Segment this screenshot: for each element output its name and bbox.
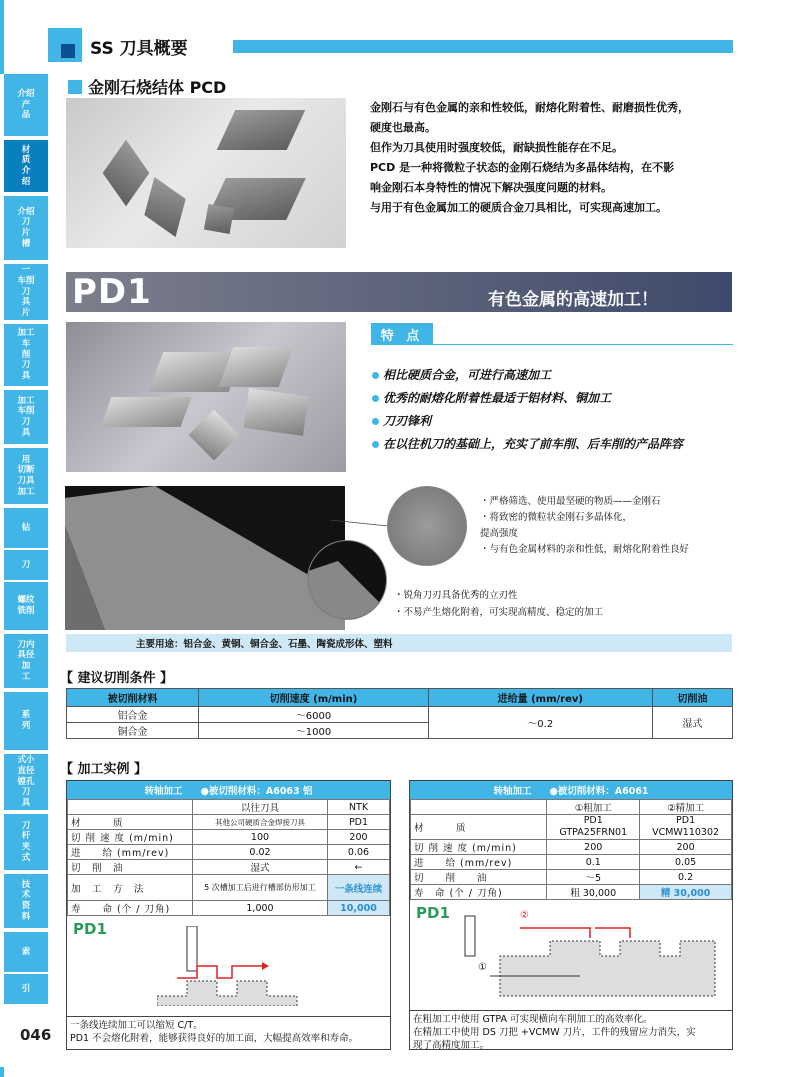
table-row (68, 830, 390, 845)
sidebar-tab[interactable]: 刀 (4, 550, 48, 580)
pd1-product-name: PD1 (72, 272, 152, 312)
features-underline (433, 344, 733, 345)
note-line: ・锐角刀刃具备优秀的立刃性 (394, 590, 518, 601)
example-left (66, 780, 391, 1050)
sidebar-tab[interactable]: 用 切断 刀具 加工 (4, 448, 48, 504)
cell-old: 100 (193, 830, 328, 845)
cell-old: 1,000 (193, 901, 328, 916)
sidebar (0, 74, 56, 1067)
sidebar-tab[interactable]: 刀内 具径 加 工 (4, 634, 48, 688)
example-right-table (410, 799, 732, 900)
sidebar-tab[interactable]: 一 车削 刀 具 片 (4, 264, 48, 320)
bullet-icon (372, 441, 379, 448)
col-header: 被切削材料 (67, 689, 199, 707)
cell-old: 其他公司硬质合金焊接刀具 (193, 815, 328, 830)
table-row (411, 885, 732, 900)
row-label: 切 削 油 (411, 870, 547, 885)
edge-closeup-photo (65, 486, 345, 630)
section-marker-icon (68, 80, 82, 94)
cell-material: 铝合金 (67, 707, 199, 723)
sidebar-tab[interactable]: 刀 杆 夹 式 (4, 814, 48, 870)
col-header: ①粗加工 (547, 800, 640, 815)
example-right-footnote: 在粗加工中使用 GTPA 可实现横向车削加工的高效率化。 在精加工中使用 DS 刀把 +VCMW 刀片，工件的残留应力消失，实 现了高精度加工。 (410, 1010, 732, 1054)
sidebar-tab[interactable]: 钻 (4, 508, 48, 548)
table-row (411, 870, 732, 885)
cell-v2: PD1 VCMW110302 (640, 815, 732, 840)
cell-feed: ～0.2 (428, 707, 652, 739)
feature-item (372, 410, 683, 433)
row-label: 寿 命 (个 / 刀角) (68, 901, 193, 916)
row-label: 切 削 速 度 (m/min) (411, 840, 547, 855)
cell-v1: 粗 30,000 (547, 885, 640, 900)
note-line: ・将致密的微粒状金刚石多晶体化， (480, 512, 633, 523)
cell-new: 一条线连续 (327, 875, 389, 901)
example-right (409, 780, 733, 1050)
sidebar-tab[interactable]: 系 列 (4, 692, 48, 750)
section-title-pcd: 金刚石烧结体 PCD (88, 78, 227, 97)
cell-v1: 0.1 (547, 855, 640, 870)
microstructure-zoom (387, 486, 467, 566)
bullet-icon (372, 395, 379, 402)
sidebar-tab[interactable]: 技 术 资 料 (4, 874, 48, 928)
page-title: SS 刀具概要 (90, 39, 188, 59)
bullet-icon (372, 372, 379, 379)
cell-new: 10,000 (327, 901, 389, 916)
feature-text: 相比硬质合金，可进行高速加工 (383, 368, 552, 382)
cell-v1: PD1 GTPA25FRN01 (547, 815, 640, 840)
features-list (372, 364, 683, 456)
row-label: 进 给 (mm/rev) (411, 855, 547, 870)
table-row (68, 815, 390, 830)
feature-item (372, 433, 683, 456)
header-bar (233, 40, 733, 53)
table-row (411, 855, 732, 870)
row-label: 寿 命 (个 / 刀角) (411, 885, 547, 900)
edge-zoom (307, 540, 387, 620)
example-left-table (67, 799, 390, 916)
row-label: 加 工 方 法 (68, 875, 193, 901)
cell-v2: 0.05 (640, 855, 732, 870)
feature-text: 刀刃锋利 (383, 414, 432, 428)
table-row (68, 901, 390, 916)
col-header: 切削油 (652, 689, 732, 707)
cell-new: PD1 (327, 815, 389, 830)
col-header: NTK (327, 800, 389, 815)
table-row (411, 815, 732, 840)
cutting-conditions-table (66, 688, 733, 739)
table-row (68, 845, 390, 860)
edge-closeup-drawing (65, 486, 345, 630)
col-header: ②精加工 (640, 800, 732, 815)
pd1-slogan: 有色金属的高速加工！ (488, 290, 658, 310)
edge-notes (394, 587, 603, 621)
pcd-desc-line: PCD 是一种将微粒子状态的金刚石烧结为多晶体结构，在不影 (370, 161, 675, 174)
sidebar-tab[interactable]: 材 质 介 绍 (4, 140, 48, 192)
example-title: 转轴加工 (493, 786, 532, 797)
cell-v1: 200 (547, 840, 640, 855)
examples-heading: 【 加工实例 】 (60, 762, 148, 777)
example-left-header (67, 781, 390, 799)
header-square-inner-icon (61, 44, 75, 58)
row-label: 切 削 速 度 (m/min) (68, 830, 193, 845)
example-title: 转轴加工 (144, 786, 183, 797)
pd1-tag: PD1 (416, 904, 450, 922)
cell-new: 200 (327, 830, 389, 845)
col-header: 切削速度 (m/min) (199, 689, 429, 707)
col-header: 以往刀具 (193, 800, 328, 815)
example-material: ●被切削材料：A6061 (549, 786, 649, 797)
row-label: 进 给 (mm/rev) (68, 845, 193, 860)
left-path-diagram (157, 926, 357, 1006)
sidebar-tab[interactable]: 式小 直径 镗孔 刀 具 (4, 754, 48, 810)
cell-material: 铜合金 (67, 723, 199, 739)
pcd-desc-line: 但作为刀具使用时强度较低，耐缺损性能存在不足。 (370, 141, 623, 154)
feature-item (372, 387, 683, 410)
main-use-bar: 主要用途：铝合金、黄铜、铜合金、石墨、陶瓷成形体、塑料 (66, 634, 732, 652)
example-right-header (410, 781, 732, 799)
pcd-desc-line: 金刚石与有色金属的亲和性较低，耐熔化附着性、耐磨损性优秀， (370, 101, 689, 114)
page-number: 046 (20, 1026, 52, 1044)
table-row (411, 840, 732, 855)
cell-v1: ～5 (547, 870, 640, 885)
cell-old: 湿式 (193, 860, 328, 875)
microstructure-notes (480, 494, 689, 558)
example-material: ●被切削材料：A6063 铝 (200, 786, 313, 797)
table-row (68, 860, 390, 875)
example-right-diagram (410, 900, 732, 1010)
pd1-inserts-photo (66, 322, 346, 472)
features-heading: 特 点 (371, 323, 433, 345)
pcd-desc-line: 硬度也最高。 (370, 121, 436, 134)
table-row (68, 875, 390, 901)
bullet-icon (372, 418, 379, 425)
note-line: 提高强度 (480, 528, 519, 539)
right-path-diagram (460, 906, 720, 1006)
blank-cell (68, 800, 193, 815)
sidebar-tab[interactable]: 介绍 刀 片 槽 (4, 196, 48, 260)
pcd-inserts-photo (66, 98, 346, 248)
cell-new: ← (327, 860, 389, 875)
cell-v2: 精 30,000 (640, 885, 732, 900)
cell-speed: ～1000 (199, 723, 429, 739)
note-line: ・不易产生熔化附着，可实现高精度、稳定的加工 (394, 607, 604, 618)
row-label: 材 质 (68, 815, 193, 830)
cell-speed: ～6000 (199, 707, 429, 723)
cutting-conditions-heading: 【 建议切削条件 】 (60, 671, 174, 686)
pcd-desc-line: 响金刚石本身特性的情况下解决强度问题的材料。 (370, 181, 612, 194)
feature-text: 优秀的耐熔化附着性最适于铝材料、铜加工 (383, 391, 612, 405)
col-header: 进给量 (mm/rev) (428, 689, 652, 707)
sidebar-tab[interactable]: 螺纹 铣削 (4, 582, 48, 630)
example-left-diagram (67, 916, 390, 1016)
marker-1: ① (478, 962, 487, 973)
sidebar-tab[interactable]: 索 (4, 932, 48, 972)
sidebar-tab[interactable]: 介绍 产 品 (4, 74, 48, 136)
cell-v2: 0.2 (640, 870, 732, 885)
feature-item (372, 364, 683, 387)
cell-old: 5 次槽加工后进行槽部仿形加工 (193, 875, 328, 901)
sidebar-tab[interactable]: 引 (4, 974, 48, 1004)
sidebar-tab[interactable]: 加工 车削 刀 具 (4, 390, 48, 444)
table-row (67, 707, 733, 723)
feature-text: 在以往机刀的基础上，充实了前车削、后车削的产品阵容 (383, 437, 684, 451)
cell-oil: 湿式 (652, 707, 732, 739)
example-left-footnote: 一条线连续加工可以缩短 C/T。 PD1 不会熔化附着，能够获得良好的加工面，大幅提高效率和寿命。 (67, 1016, 390, 1047)
sidebar-tab[interactable]: 加工 车 削 刀 具 (4, 324, 48, 386)
pcd-description (370, 98, 740, 218)
pcd-desc-line: 与用于有色金属加工的硬质合金刀具相比，可实现高速加工。 (370, 201, 667, 214)
note-line: ・严格筛选、使用最坚硬的物质——金刚石 (480, 496, 661, 507)
marker-2: ② (520, 910, 529, 921)
row-label: 切 削 油 (68, 860, 193, 875)
blank-cell (411, 800, 547, 815)
cell-old: 0.02 (193, 845, 328, 860)
cell-new: 0.06 (327, 845, 389, 860)
note-line: ・与有色金属材料的亲和性低，耐熔化附着性良好 (480, 544, 690, 555)
edge-zoom-drawing (308, 541, 387, 620)
pd1-tag: PD1 (73, 920, 107, 938)
cell-v2: 200 (640, 840, 732, 855)
row-label: 材 质 (411, 815, 547, 840)
